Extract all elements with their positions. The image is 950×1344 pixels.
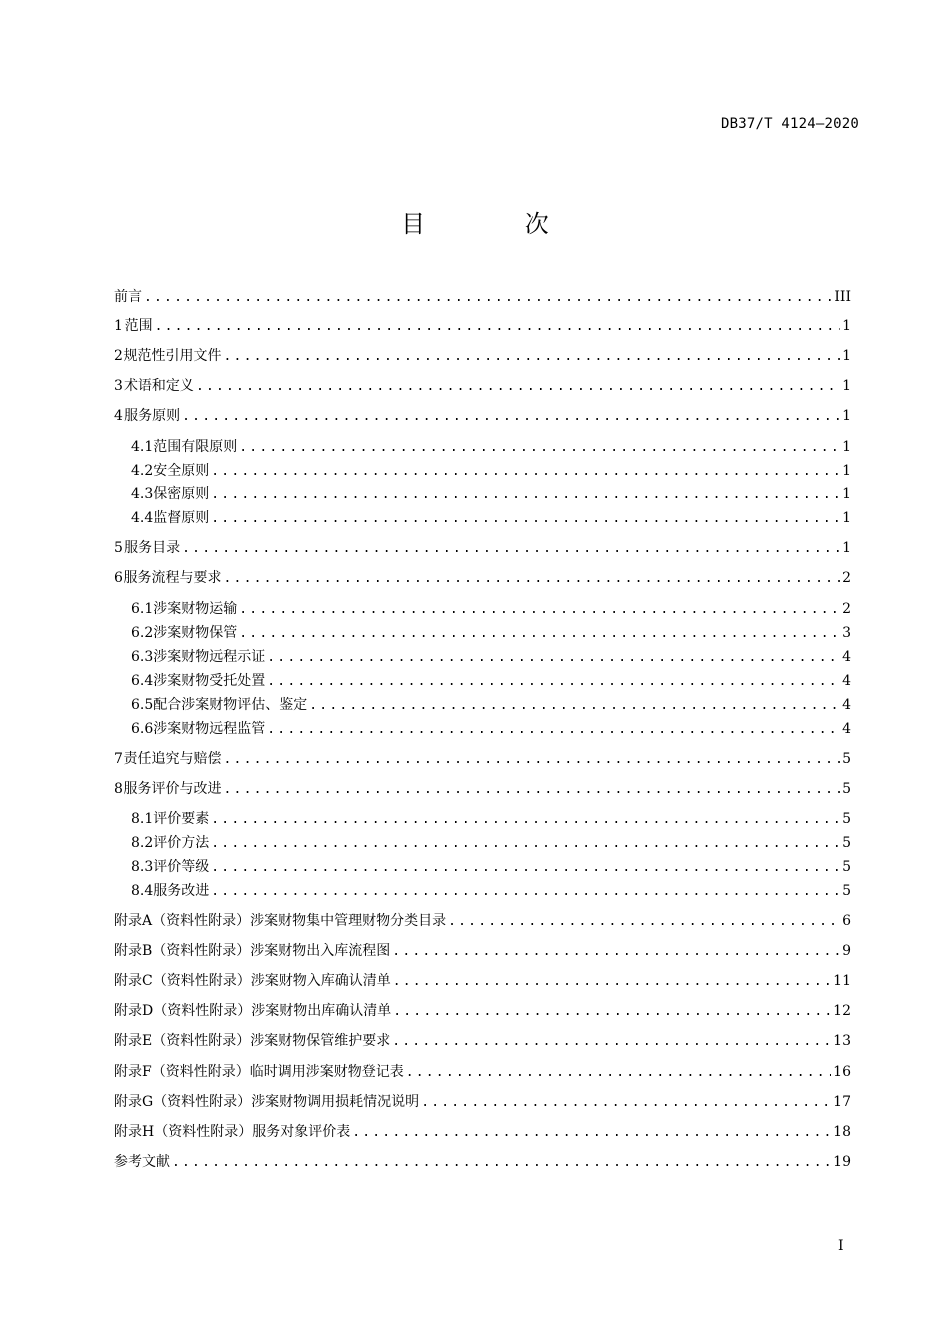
toc-entry[interactable]: [114, 315, 851, 337]
dot-leader: [392, 1031, 831, 1053]
toc-subentry[interactable]: [131, 598, 851, 620]
toc-subentry[interactable]: [131, 880, 851, 902]
toc-subentry[interactable]: [131, 670, 851, 692]
toc-entry-page: 4: [842, 721, 851, 737]
appendix-label: 附录G（资料性附录）: [114, 1094, 252, 1110]
toc-entry-label: 涉案财物保管: [153, 625, 238, 641]
dot-leader: [393, 971, 831, 993]
toc-entry-page: 2: [842, 601, 851, 617]
toc-entry-number: 6.4: [131, 673, 154, 689]
toc-entry[interactable]: [114, 345, 851, 367]
toc-entry-label: 涉案财物出入库流程图: [250, 943, 391, 959]
toc-entry-number: 4: [114, 408, 123, 424]
toc-entry-page: 9: [842, 943, 851, 959]
toc-entry-number: 8.1: [131, 811, 154, 827]
toc-entry-references[interactable]: [114, 1151, 851, 1173]
toc-entry-page: 1: [842, 463, 851, 479]
appendix-label: 附录E（资料性附录）: [114, 1033, 251, 1049]
dot-leader: [182, 406, 840, 428]
toc-entry[interactable]: [114, 748, 851, 770]
toc-entry-number: 6.3: [131, 649, 154, 665]
toc-entry-label: 涉案财物运输: [153, 601, 238, 617]
appendix-label: 附录A（资料性附录）: [114, 913, 251, 929]
toc-entry-foreword[interactable]: [114, 286, 851, 308]
dot-leader: [144, 287, 832, 309]
toc-subentry[interactable]: [131, 436, 851, 458]
dot-leader: [267, 647, 840, 669]
toc-subentry[interactable]: [131, 856, 851, 878]
dot-leader: [239, 623, 840, 645]
dot-leader: [172, 1152, 831, 1174]
toc-subentry[interactable]: [131, 483, 851, 505]
toc-entry-page: 5: [842, 751, 851, 767]
toc-subentry[interactable]: [131, 507, 851, 529]
toc-entry-label: 参考文献: [114, 1154, 170, 1170]
dot-leader: [211, 857, 840, 879]
dot-leader: [393, 1001, 831, 1023]
dot-leader: [211, 881, 840, 903]
toc-entry-page: 16: [833, 1064, 851, 1080]
dot-leader: [267, 671, 840, 693]
toc-entry-label: 涉案财物出库确认清单: [251, 1003, 392, 1019]
toc-entry-page: 1: [842, 439, 851, 455]
dot-leader: [196, 376, 840, 398]
toc-entry-number: 8: [114, 781, 123, 797]
toc-entry-page: 19: [833, 1154, 851, 1170]
toc-entry-label: 前言: [114, 289, 142, 305]
dot-leader: [182, 538, 840, 560]
toc-entry-page: 17: [833, 1094, 851, 1110]
appendix-label: 附录B（资料性附录）: [114, 943, 251, 959]
toc-entry-label: 涉案财物调用损耗情况说明: [251, 1094, 420, 1110]
toc-appendix-entry[interactable]: [114, 1121, 851, 1143]
toc-entry-label: 监督原则: [153, 510, 210, 526]
dot-leader: [211, 484, 840, 506]
toc-subentry[interactable]: [131, 832, 851, 854]
toc-entry-page: 1: [842, 378, 851, 394]
toc-entry-number: 8.4: [131, 883, 154, 899]
dot-leader: [267, 719, 840, 741]
toc-entry-number: 8.2: [131, 835, 154, 851]
toc-entry-label: 范围: [124, 318, 153, 334]
toc-entry-label: 服务改进: [153, 883, 210, 899]
toc-subentry[interactable]: [131, 460, 851, 482]
toc-entry-label: 服务对象评价表: [252, 1124, 351, 1140]
toc-entry-page: 5: [842, 859, 851, 875]
toc-entry-page: 4: [842, 649, 851, 665]
toc-entry-page: 12: [833, 1003, 851, 1019]
toc-entry-label: 涉案财物入库确认清单: [250, 973, 391, 989]
toc-entry-label: 责任追究与赔偿: [123, 751, 222, 767]
toc-entry[interactable]: [114, 405, 851, 427]
toc-subentry[interactable]: [131, 646, 851, 668]
dot-leader: [406, 1062, 831, 1084]
toc-entry-label: 涉案财物远程监管: [153, 721, 266, 737]
toc-entry-page: 1: [842, 408, 851, 424]
toc-entry-label: 规范性引用文件: [123, 348, 222, 364]
appendix-label: 附录H（资料性附录）: [114, 1124, 253, 1140]
toc-entry-page: 11: [833, 973, 851, 989]
toc-entry-label: 配合涉案财物评估、鉴定: [153, 697, 308, 713]
toc-entry-label: 评价等级: [153, 859, 210, 875]
toc-entry-page: 6: [842, 913, 851, 929]
dot-leader: [239, 437, 840, 459]
toc-entry-number: 6.6: [131, 721, 154, 737]
dot-leader: [155, 316, 841, 338]
toc-entry-page: 1: [842, 510, 851, 526]
toc-entry-page: III: [834, 289, 851, 305]
dot-leader: [224, 779, 841, 801]
toc-entry[interactable]: [114, 567, 851, 589]
dot-leader: [211, 809, 840, 831]
toc-entry-page: 5: [842, 811, 851, 827]
toc-entry[interactable]: [114, 537, 851, 559]
toc-entry-label: 涉案财物远程示证: [153, 649, 266, 665]
dot-leader: [392, 941, 840, 963]
toc-entry[interactable]: [114, 375, 851, 397]
appendix-label: 附录C（资料性附录）: [114, 973, 251, 989]
toc-entry-number: 3: [114, 378, 123, 394]
dot-leader: [309, 695, 840, 717]
toc-subentry[interactable]: [131, 718, 851, 740]
toc-entry-number: 4.4: [131, 510, 154, 526]
toc-appendix-entry[interactable]: [114, 1030, 851, 1052]
dot-leader: [224, 749, 841, 771]
toc-entry-label: 临时调用涉案财物登记表: [249, 1064, 404, 1080]
toc-entry-page: 5: [842, 835, 851, 851]
toc-subentry[interactable]: [131, 694, 851, 716]
toc-subentry[interactable]: [131, 622, 851, 644]
toc-entry-number: 6: [114, 570, 123, 586]
toc-appendix-entry[interactable]: [114, 1000, 851, 1022]
toc-entry-page: 13: [833, 1033, 851, 1049]
toc-entry-label: 保密原则: [153, 486, 210, 502]
toc-entry-number: 5: [114, 540, 123, 556]
toc-entry-number: 2: [114, 348, 123, 364]
dot-leader: [448, 911, 840, 933]
toc-entry-label: 安全原则: [153, 463, 210, 479]
toc-entry-label: 范围有限原则: [153, 439, 238, 455]
toc-entry-label: 评价要素: [153, 811, 210, 827]
appendix-label: 附录F（资料性附录）: [114, 1064, 250, 1080]
toc-entry-page: 1: [842, 318, 851, 334]
toc-entry-label: 术语和定义: [123, 378, 194, 394]
page-folio: I: [838, 1238, 844, 1254]
toc-entry-number: 7: [114, 751, 123, 767]
dot-leader: [224, 568, 841, 590]
toc-entry-label: 评价方法: [153, 835, 210, 851]
toc-entry-label: 服务原则: [124, 408, 181, 424]
toc-entry-label: 涉案财物保管维护要求: [250, 1033, 391, 1049]
dot-leader: [239, 599, 840, 621]
toc-appendix-entry[interactable]: [114, 910, 851, 932]
dot-leader: [352, 1122, 831, 1144]
toc-entry-page: 1: [842, 540, 851, 556]
toc-entry-page: 5: [842, 781, 851, 797]
page-title: 目 次: [401, 210, 595, 238]
toc-entry-number: 4.2: [131, 463, 154, 479]
toc-appendix-entry[interactable]: [114, 940, 851, 962]
toc-entry-number: 4.1: [131, 439, 154, 455]
toc-entry-label: 服务目录: [124, 540, 181, 556]
toc-entry-number: 6.1: [131, 601, 154, 617]
toc-appendix-entry[interactable]: [114, 1061, 851, 1083]
toc-entry-page: 5: [842, 883, 851, 899]
dot-leader: [211, 833, 840, 855]
appendix-label: 附录D（资料性附录）: [114, 1003, 252, 1019]
toc-entry-label: 涉案财物受托处置: [153, 673, 266, 689]
toc-entry-number: 8.3: [131, 859, 154, 875]
dot-leader: [211, 461, 840, 483]
toc-appendix-entry[interactable]: [114, 970, 851, 992]
toc-entry-page: 4: [842, 673, 851, 689]
document-code: DB37/T 4124—2020: [720, 116, 859, 132]
toc-entry-number: 4.3: [131, 486, 154, 502]
toc-entry-label: 服务流程与要求: [123, 570, 222, 586]
toc-entry[interactable]: [114, 778, 851, 800]
toc-entry-page: 1: [842, 486, 851, 502]
toc-entry-page: 4: [842, 697, 851, 713]
toc-entry-number: 6.5: [131, 697, 154, 713]
toc-entry-page: 3: [842, 625, 851, 641]
toc-entry-page: 18: [833, 1124, 851, 1140]
toc-entry-label: 涉案财物集中管理财物分类目录: [250, 913, 447, 929]
toc-entry-page: 1: [842, 348, 851, 364]
toc-subentry[interactable]: [131, 808, 851, 830]
dot-leader: [211, 508, 840, 530]
dot-leader: [224, 346, 841, 368]
dot-leader: [421, 1092, 831, 1114]
toc-entry-page: 2: [842, 570, 851, 586]
toc-entry-label: 服务评价与改进: [123, 781, 222, 797]
toc-entry-number: 6.2: [131, 625, 154, 641]
toc-entry-number: 1: [114, 318, 123, 334]
toc-appendix-entry[interactable]: [114, 1091, 851, 1113]
